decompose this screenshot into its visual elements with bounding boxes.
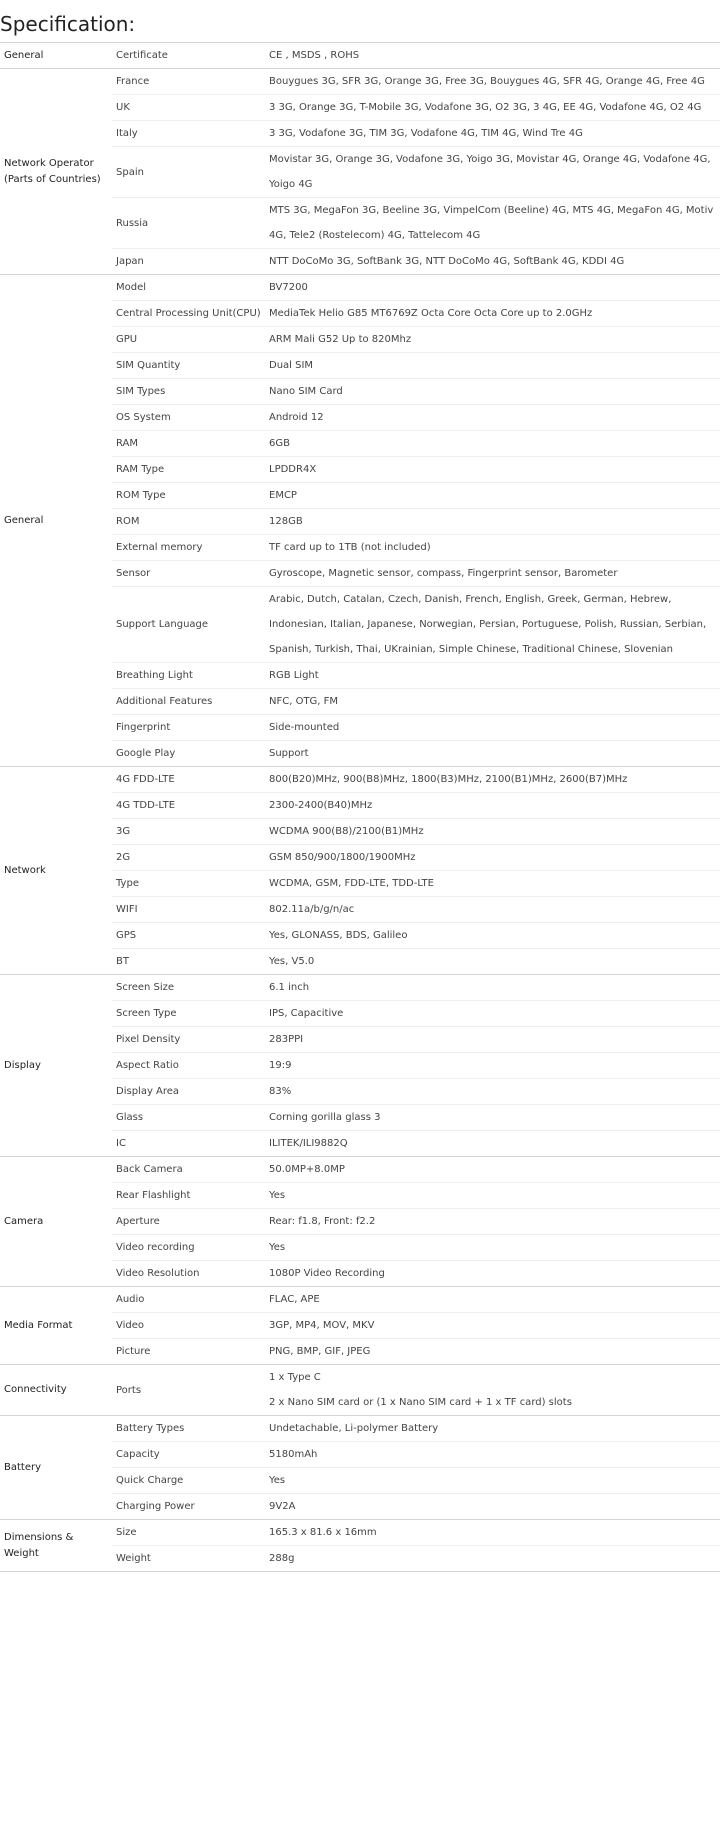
spec-value-text: Yes, V5.0 (269, 956, 315, 967)
spec-value (265, 1105, 720, 1131)
spec-value-text: 1 x Type C (269, 1372, 321, 1383)
spec-row (0, 767, 720, 793)
spec-value (265, 1131, 720, 1157)
spec-value-text: 5180mAh (269, 1449, 318, 1460)
spec-label: 4G FDD-LTE (116, 774, 175, 785)
spec-value-text: Yes (269, 1242, 286, 1253)
spec-table (0, 42, 720, 1572)
spec-label: Model (116, 282, 147, 293)
spec-value-text: ILITEK/ILI9882Q (269, 1138, 348, 1149)
spec-value-text: MediaTek Helio G85 MT6769Z Octa Core Octa Core up to 2.0GHz (269, 308, 593, 319)
spec-value-text: 165.3 x 81.6 x 16mm (269, 1527, 377, 1538)
spec-label: ROM (116, 516, 140, 527)
spec-value-text: LPDDR4X (269, 464, 317, 475)
spec-value (265, 1053, 720, 1079)
spec-label: Display Area (116, 1086, 180, 1097)
spec-label: Screen Size (116, 982, 175, 993)
spec-value-text: IPS, Capacitive (269, 1008, 344, 1019)
spec-row (0, 1416, 720, 1442)
spec-value-text: Nano SIM Card (269, 386, 343, 397)
spec-label: Russia (116, 217, 149, 229)
spec-label: ROM Type (116, 490, 166, 501)
spec-value (265, 95, 720, 121)
spec-value (265, 949, 720, 975)
spec-row (0, 275, 720, 301)
spec-label: UK (116, 102, 130, 113)
spec-value (265, 457, 720, 483)
section-name-battery: Battery (4, 1461, 42, 1473)
spec-label: 2G (116, 852, 131, 863)
spec-row (0, 1157, 720, 1183)
spec-value (265, 1027, 720, 1053)
spec-value (265, 689, 720, 715)
spec-label: Video recording (116, 1242, 195, 1253)
section-name-general: General (4, 514, 44, 526)
spec-value (265, 275, 720, 301)
spec-value (265, 1546, 720, 1572)
spec-value-text: 283PPI (269, 1034, 304, 1045)
spec-value-text: Movistar 3G, Orange 3G, Vodafone 3G, Yoigo 3G, Movistar 4G, Orange 4G, Vodafone 4G, Yoigo 4G (269, 154, 711, 190)
spec-label: Charging Power (116, 1501, 195, 1512)
spec-value (265, 431, 720, 457)
spec-label: Picture (116, 1346, 151, 1357)
page-title: Specification: (0, 12, 136, 36)
section-name-dimensions-weight: Dimensions & Weight (4, 1531, 74, 1559)
spec-label: Aperture (116, 1216, 160, 1227)
spec-value-text: 288g (269, 1553, 295, 1564)
spec-label: Quick Charge (116, 1475, 184, 1486)
spec-value-text: Gyroscope, Magnetic sensor, compass, Fingerprint sensor, Barometer (269, 568, 618, 579)
spec-label: Screen Type (116, 1008, 177, 1019)
spec-value (265, 767, 720, 793)
spec-value (265, 819, 720, 845)
spec-value-text: TF card up to 1TB (not included) (269, 542, 431, 553)
spec-value-text: MTS 3G, MegaFon 3G, Beeline 3G, VimpelCom (Beeline) 4G, MTS 4G, MegaFon 4G, Motiv 4G, Tele2 (Rostelecom) 4G, Tattelecom 4G (269, 205, 714, 241)
spec-label: Sensor (116, 568, 151, 579)
spec-row (0, 1365, 720, 1416)
spec-value (265, 249, 720, 275)
spec-value (265, 1261, 720, 1287)
spec-value-text: Support (269, 748, 309, 759)
spec-label: Japan (116, 256, 144, 267)
spec-value (265, 1468, 720, 1494)
spec-value-text: 19:9 (269, 1060, 292, 1071)
spec-row (0, 975, 720, 1001)
spec-value-text: Android 12 (269, 412, 324, 423)
spec-value-text: 83% (269, 1086, 292, 1097)
section-name-camera: Camera (4, 1215, 44, 1227)
spec-value-text: 3GP, MP4, MOV, MKV (269, 1320, 375, 1331)
spec-label: GPU (116, 334, 138, 345)
spec-value (265, 871, 720, 897)
spec-label: Video Resolution (116, 1268, 200, 1279)
spec-value (265, 1287, 720, 1313)
spec-value (265, 69, 720, 95)
spec-label: Aspect Ratio (116, 1060, 179, 1071)
spec-label: Glass (116, 1112, 144, 1123)
spec-row (0, 1287, 720, 1313)
spec-value-text: 6GB (269, 438, 290, 449)
spec-value (265, 327, 720, 353)
spec-value-text: 2300-2400(B40)MHz (269, 800, 373, 811)
spec-row (0, 43, 720, 69)
spec-value (265, 1313, 720, 1339)
spec-label: Fingerprint (116, 722, 171, 733)
spec-value (265, 509, 720, 535)
spec-value-text: Undetachable, Li-polymer Battery (269, 1423, 439, 1434)
spec-value-text: NTT DoCoMo 3G, SoftBank 3G, NTT DoCoMo 4G, SoftBank 4G, KDDI 4G (269, 256, 625, 267)
spec-value (265, 587, 720, 663)
spec-label: 3G (116, 826, 131, 837)
spec-label: Additional Features (116, 696, 213, 707)
spec-value (265, 483, 720, 509)
spec-value (265, 897, 720, 923)
spec-value (265, 301, 720, 327)
spec-value-text: PNG, BMP, GIF, JPEG (269, 1346, 371, 1357)
spec-label: WIFI (116, 904, 138, 915)
spec-value (265, 1416, 720, 1442)
spec-value (265, 1001, 720, 1027)
spec-value-text: Corning gorilla glass 3 (269, 1112, 381, 1123)
spec-value-text: 1080P Video Recording (269, 1268, 385, 1279)
section-name-network: Network (4, 864, 46, 876)
spec-value (265, 1520, 720, 1546)
spec-value (265, 405, 720, 431)
spec-value-text: 3 3G, Orange 3G, T-Mobile 3G, Vodafone 3G, O2 3G, 3 4G, EE 4G, Vodafone 4G, O2 4G (269, 102, 702, 113)
spec-row (0, 1520, 720, 1546)
spec-label: Ports (116, 1384, 142, 1396)
spec-value (265, 379, 720, 405)
spec-label: Pixel Density (116, 1034, 181, 1045)
spec-value-text: BV7200 (269, 282, 308, 293)
spec-label: SIM Types (116, 386, 166, 397)
spec-value-text: 3 3G, Vodafone 3G, TIM 3G, Vodafone 4G, TIM 4G, Wind Tre 4G (269, 128, 583, 139)
spec-value (265, 663, 720, 689)
spec-value (265, 353, 720, 379)
spec-value (265, 535, 720, 561)
spec-value (265, 1235, 720, 1261)
spec-label: IC (116, 1138, 126, 1149)
spec-value-text: Dual SIM (269, 360, 314, 371)
spec-value (265, 793, 720, 819)
spec-value-text: ARM Mali G52 Up to 820Mhz (269, 334, 412, 345)
spec-label: Size (116, 1527, 137, 1538)
spec-label: GPS (116, 930, 137, 941)
spec-value-text: WCDMA 900(B8)/2100(B1)MHz (269, 826, 424, 837)
spec-value (265, 715, 720, 741)
spec-label: SIM Quantity (116, 360, 181, 371)
spec-label: Rear Flashlight (116, 1190, 191, 1201)
spec-label: Spain (116, 166, 144, 178)
spec-label: Italy (116, 128, 138, 139)
spec-value-text: Arabic, Dutch, Catalan, Czech, Danish, French, English, Greek, German, Hebrew, Indonesian, Italian, Japanese, Norwegian, Persian, Portuguese, Polish, Russian, Serbian, Spanish, Turkish, Thai, UKrainian, Simple Chinese, Traditional Chinese, Slovenian (269, 594, 707, 655)
spec-value-text: NFC, OTG, FM (269, 696, 339, 707)
spec-value-text: 9V2A (269, 1501, 296, 1512)
section-name-connectivity: Connectivity (4, 1384, 67, 1395)
spec-value-text: WCDMA, GSM, FDD-LTE, TDD-LTE (269, 878, 434, 889)
spec-value (265, 1209, 720, 1235)
spec-value (265, 1079, 720, 1105)
spec-value-text: Bouygues 3G, SFR 3G, Orange 3G, Free 3G, Bouygues 4G, SFR 4G, Orange 4G, Free 4G (269, 76, 705, 87)
spec-label: 4G TDD-LTE (116, 800, 176, 811)
spec-label: Capacity (116, 1449, 160, 1460)
spec-label: RAM Type (116, 464, 165, 475)
spec-value-text: Yes, GLONASS, BDS, Galileo (269, 930, 408, 941)
spec-value-text: 6.1 inch (269, 982, 310, 993)
spec-value (265, 198, 720, 249)
spec-label: Type (116, 878, 139, 889)
spec-value (265, 975, 720, 1001)
spec-label: Back Camera (116, 1164, 183, 1175)
spec-label: Video (116, 1320, 145, 1331)
spec-label: OS System (116, 412, 171, 423)
spec-value (265, 1365, 720, 1416)
section-name-general: General (4, 49, 44, 61)
spec-value-text: FLAC, APE (269, 1294, 320, 1305)
spec-label: Audio (116, 1294, 145, 1305)
spec-label: Weight (116, 1553, 151, 1564)
spec-row (0, 69, 720, 95)
spec-value (265, 1339, 720, 1365)
spec-value-text: 128GB (269, 516, 303, 527)
spec-value (265, 1183, 720, 1209)
spec-label: France (116, 76, 150, 87)
spec-value-text: GSM 850/900/1800/1900MHz (269, 852, 416, 863)
spec-value (265, 741, 720, 767)
spec-value-text: 800(B20)MHz, 900(B8)MHz, 1800(B3)MHz, 2100(B1)MHz, 2600(B7)MHz (269, 774, 628, 785)
spec-label: RAM (116, 438, 139, 449)
spec-value-text: 50.0MP+8.0MP (269, 1164, 345, 1175)
spec-label: Google Play (116, 748, 176, 759)
spec-value (265, 561, 720, 587)
spec-value-text: RGB Light (269, 670, 319, 681)
spec-value-text: Yes (269, 1475, 286, 1486)
spec-value-text: 802.11a/b/g/n/ac (269, 904, 355, 915)
section-name-network-operator-parts-of-countries: Network Operator (Parts of Countries) (4, 157, 101, 185)
spec-label: BT (116, 956, 129, 967)
spec-value (265, 147, 720, 198)
spec-value (265, 1442, 720, 1468)
spec-label: Support Language (116, 619, 209, 630)
spec-value (265, 923, 720, 949)
spec-label: Certificate (116, 50, 168, 61)
spec-value (265, 1494, 720, 1520)
spec-value (265, 845, 720, 871)
spec-label: Battery Types (116, 1423, 185, 1434)
spec-label: Central Processing Unit(CPU) (116, 308, 261, 319)
spec-value-text: 2 x Nano SIM card or (1 x Nano SIM card + 1 x TF card) slots (269, 1397, 572, 1408)
section-name-display: Display (4, 1059, 41, 1071)
spec-value (265, 121, 720, 147)
spec-value-text: Side-mounted (269, 722, 340, 733)
section-name-media-format: Media Format (4, 1319, 73, 1331)
spec-value (265, 1157, 720, 1183)
spec-value-text: Rear: f1.8, Front: f2.2 (269, 1216, 376, 1227)
spec-value-text: EMCP (269, 490, 297, 501)
spec-value-text: CE , MSDS , ROHS (269, 50, 360, 61)
spec-label: Breathing Light (116, 670, 193, 681)
spec-value-text: Yes (269, 1190, 286, 1201)
spec-table-body (0, 43, 720, 1572)
spec-label: External memory (116, 542, 203, 553)
spec-value (265, 43, 720, 69)
